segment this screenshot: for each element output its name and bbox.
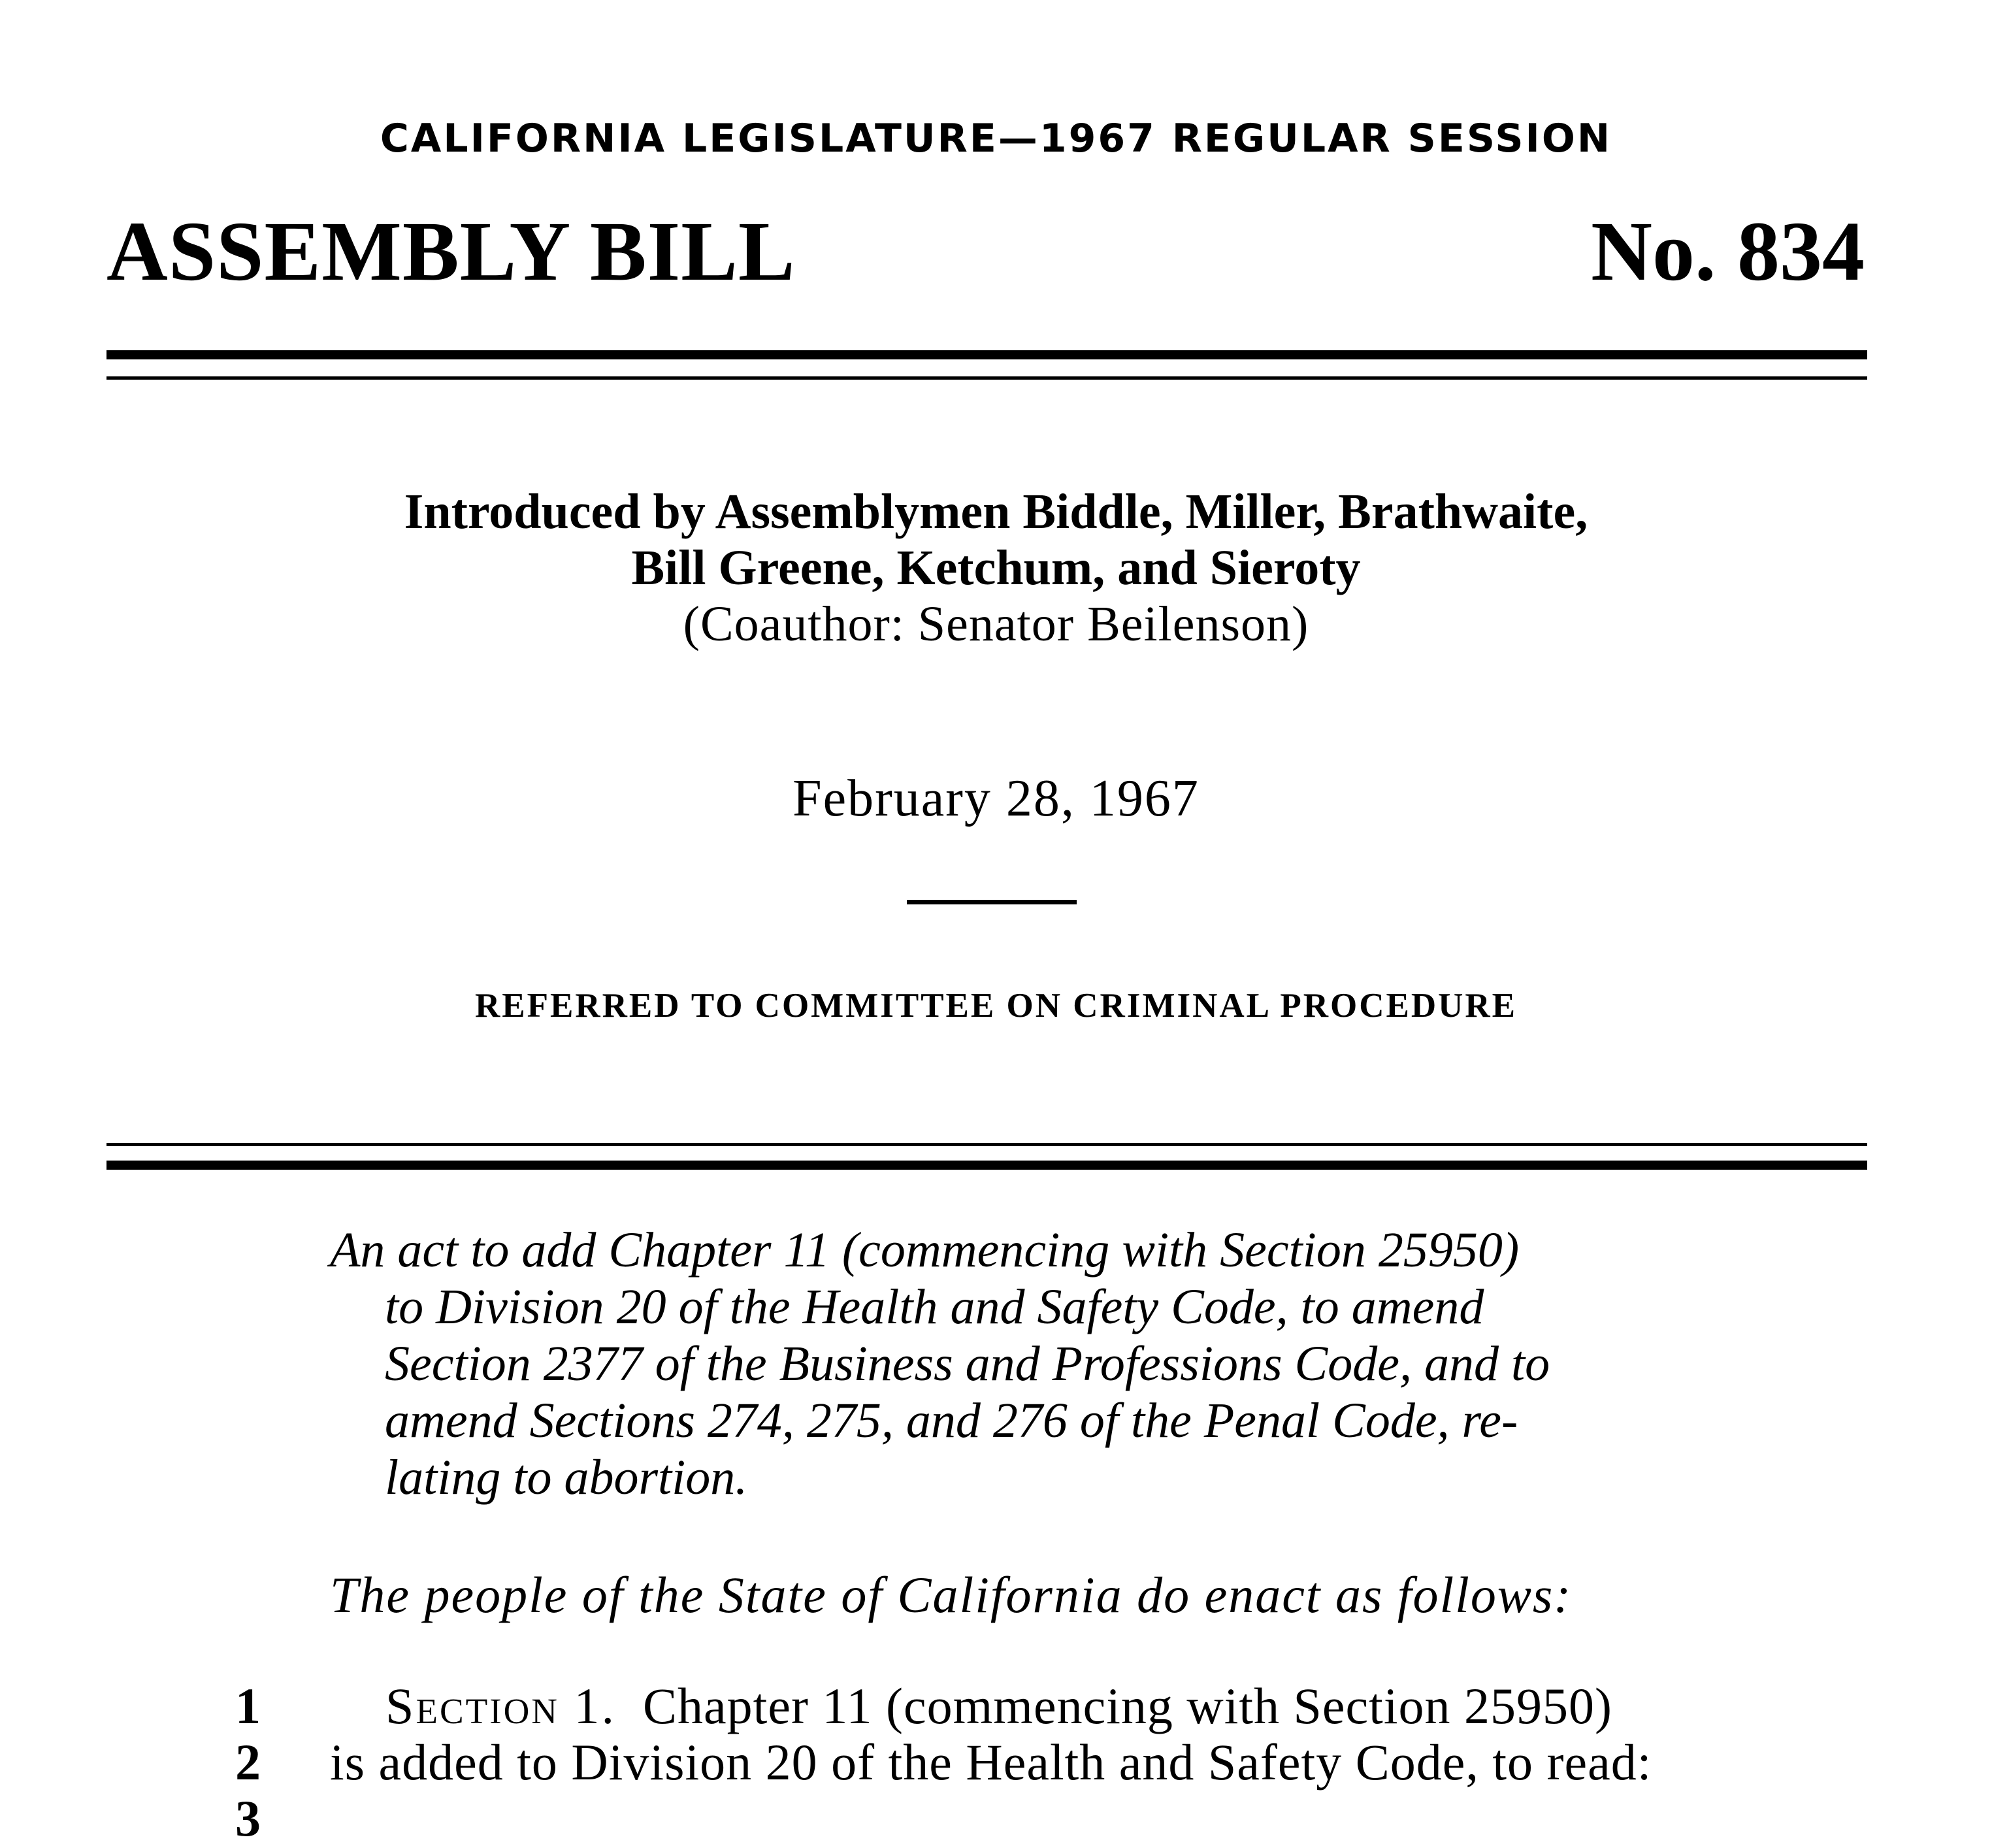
body-line xyxy=(0,1733,1992,1792)
date-divider xyxy=(907,900,1077,904)
bill-number: No. 834 xyxy=(1591,205,1865,299)
introduction-date: February 28, 1967 xyxy=(792,770,1200,827)
introduced-by-line-1: Introduced by Assemblymen Biddle, Miller, Brathwaite, xyxy=(404,484,1588,539)
line-number: 1 xyxy=(235,1677,261,1734)
introduction-block xyxy=(0,484,1992,652)
enacting-clause: The people of the State of California do enact as follows: xyxy=(330,1566,1573,1623)
header-rule-thick xyxy=(106,350,1867,359)
committee-referral: REFERRED TO COMMITTEE ON CRIMINAL PROCEDURE xyxy=(475,987,1517,1025)
line-content: is added to Division 20 of the Health and Safety Code, to read: xyxy=(330,1734,1652,1790)
header-rule-thin xyxy=(106,376,1867,380)
introduced-by-line-2: Bill Greene, Ketchum, and Sieroty xyxy=(631,540,1361,595)
act-title xyxy=(330,1222,1867,1506)
act-title-line: An act to add Chapter 11 (commencing with Section 25950) xyxy=(330,1223,1520,1278)
title-rule-thick xyxy=(106,1161,1867,1170)
body-line xyxy=(0,1789,1992,1848)
section-heading: Section 1. xyxy=(385,1677,617,1734)
body-line xyxy=(0,1677,1992,1736)
line-number: 3 xyxy=(235,1790,261,1847)
act-title-line: amend Sections 274, 275, and 276 of the Penal Code, re- xyxy=(385,1393,1518,1448)
session-header: CALIFORNIA LEGISLATURE—1967 REGULAR SESSION xyxy=(380,116,1612,161)
act-title-line: lating to abortion. xyxy=(385,1450,748,1505)
line-text xyxy=(385,1677,1867,1736)
coauthor-line: (Coauthor: Senator Beilenson) xyxy=(683,597,1309,652)
title-rule-thin xyxy=(106,1143,1867,1146)
bill-type-title: ASSEMBLY BILL xyxy=(106,205,796,299)
act-title-line: Section 2377 of the Business and Professions Code, and to xyxy=(385,1336,1550,1391)
act-title-line: to Division 20 of the Health and Safety Code, to amend xyxy=(385,1279,1484,1334)
line-number: 2 xyxy=(235,1734,261,1790)
line-content: Chapter 11 (commencing with Section 25950) xyxy=(643,1677,1612,1734)
